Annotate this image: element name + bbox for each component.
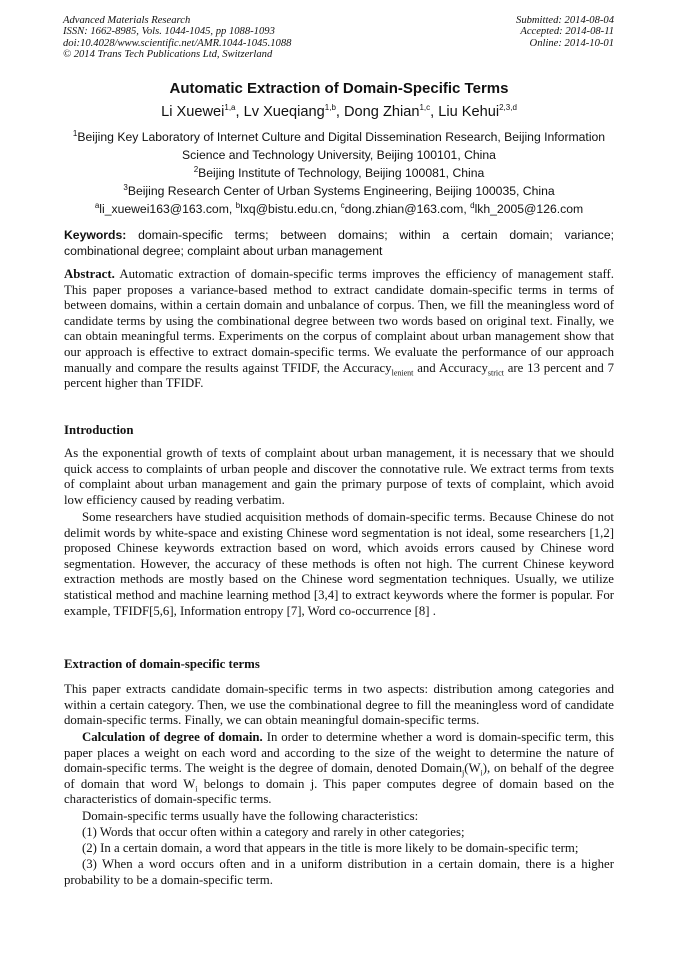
abstract-label: Abstract. [64,267,115,281]
characteristic-item: (3) When a word occurs often and in a uniform distribution in a certain domain, there is a higher probability to be a domain-specific term. [64,857,614,887]
affiliation-text: Beijing Key Laboratory of Internet Culture and Digital Dissemination Research, Beijing Information Science and Technology University, Beijing 100101, China [77,130,606,162]
journal-name: Advanced Materials Research [63,15,191,26]
journal-copyright: © 2014 Trans Tech Publications Ltd, Switzerland [63,49,273,61]
abstract-conclusion: are 13 percent and 7 percent higher than TFIDF. [64,360,615,391]
affiliation-sup: 1 [72,128,78,138]
subscript: i [480,768,483,778]
accuracy-term: Accuracy [438,360,488,375]
paragraph-text: In order to determine whether a word is domain-specific term, this paper places a weight on each word and according to the size of the weight to determine the nature of domain-specific terms. The weight is the degree of domain, denoted Domain [64,730,615,776]
affiliation-sup: 3 [123,182,128,192]
paragraph-text: ), on behalf of the degree of domain that word W [64,761,614,791]
author-name: Liu Kehui [438,104,500,120]
paragraph-text: (W [464,761,481,776]
affiliation-text: Beijing Institute of Technology, Beijing 100081, China [198,166,485,180]
email-sup: d [470,200,475,210]
conjunction: and [417,360,436,375]
extraction-paragraph-2 [64,730,614,808]
submitted-date: Submitted: 2014-08-04 [516,15,614,26]
author-list: Li Xuewei$^{1,a}$, Lv Xueqiang$^{1,b}$, Dong Zhian$^{1,c}$, Liu Kehui$^{2,3,d}$ [161,103,517,120]
subscript: i [195,784,198,794]
subscript: j [461,768,465,778]
journal-info [63,15,291,61]
journal-doi: doi:10.4028/www.scientific.net/AMR.1044-1045.1088 [63,37,292,49]
accepted-date: Accepted: 2014-08-11 [520,26,614,38]
online-date: Online: 2014-10-01 [529,37,614,49]
intro-paragraph-2: Some researchers have studied acquisition methods of domain-specific terms. Because Chinese do not delimit words by white-space and existing Chinese word segmentation is not ideal, some researchers [1,2] proposed Chinese keywords extraction based on word, which avoids errors caused by Chinese word segmentation. However, the accuracy of these methods is often not high. The current Chinese keyword extraction methods are mostly based on the Chinese word segmentation techniques. Usually, we utilize statistical method and machine learning method [3,4] to extract keywords where the former is popular. For example, TFIDF[5,6], Information entropy [7], Word co-occurrence [8] . [64,510,614,618]
email-address[interactable]: lxq@bistu.edu.cn [240,202,334,216]
affiliation-sup: 2 [193,164,199,174]
author-sup: 1,a [224,103,236,113]
email-list: $^a$li_xuewei163@163.com, $^b$lxq@bistu.edu.cn, $^c$dong.zhian@163.com, $^d$lkh_2005@126.com [94,200,584,216]
author-name: Lv Xueqiang [243,104,325,120]
author-sup: 2,3,d [499,103,517,113]
extraction-paragraph-1: This paper extracts candidate domain-specific terms in two aspects: distribution among categories and within a certain category. Then, we use the combinational degree to fill the meaningless word of candidate domain-specific terms. Finally, we can obtain meaningful domain-specific terms. [64,682,614,728]
subsection-title: Calculation of degree of domain. [82,730,263,744]
section-heading-extraction: Extraction of domain-specific terms [64,657,260,671]
author-name: Li Xuewei [161,104,225,120]
affiliation-2 [60,164,618,182]
keywords-text: domain-specific terms; between domains; within a certain domain; variance; combinational degree; complaint about urban management [64,228,614,258]
journal-issn: ISSN: 1662-8985, Vols. 1044-1045, pp 1088-1093 [63,26,275,38]
email-address[interactable]: li_xuewei163@163.com [99,202,229,216]
affiliation-1 [60,128,618,164]
author-sup: 1,b [324,103,336,113]
characteristic-item: (1) Words that occur often within a category and rarely in other categories; [82,825,465,839]
email-address[interactable]: lkh_2005@126.com [474,202,584,216]
characteristics-intro: Domain-specific terms usually have the following characteristics: [82,809,419,823]
email-sup: c [340,200,345,210]
author-sup: 1,c [419,103,431,113]
email-sup: b [235,200,241,210]
affiliation-3 [60,182,618,200]
submission-dates [516,15,614,49]
author-name: Dong Zhian [344,104,420,120]
email-address[interactable]: dong.zhian@163.com [344,202,464,216]
accuracy-subscript: lenient [391,368,414,378]
affiliation-text: Beijing Research Center of Urban Systems Engineering, Beijing 100035, China [127,184,555,198]
accuracy-subscript: strict [487,368,504,378]
email-sup: a [94,200,100,210]
abstract [64,267,614,392]
paragraph-text: belongs to domain j. This paper computes degree of domain based on the characteristics of domain-specific terms. [64,776,615,807]
section-heading-introduction: Introduction [64,423,134,437]
keywords-label: Keywords: [64,228,127,242]
characteristic-item: (2) In a certain domain, a word that appears in the title is more likely to be domain-specific term; [82,841,579,855]
intro-paragraph-1: As the exponential growth of texts of complaint about urban management, it is necessary that we should quick access to complaints of urban people and discover the connotative rule. We extract terms from texts of complaint about urban management and gain the primary purpose of texts of complaint, which avoid low efficiency caused by reading verbatim. [64,446,614,507]
keywords [64,227,614,259]
abstract-text: Automatic extraction of domain-specific terms improves the efficiency of management staff. This paper proposes a variance-based method to extract candidate domain-specific terms in terms of between domains, within a certain domain and unbalance of corpus. Then, we fill the meaningless word of candidate terms by using the combinational degree between two words based on original text. Finally, we can obtain meaningful terms. Experiments on the corpus of complaint about urban management show that our approach is effective to extract domain-specific terms. We evaluate the performance of our approach manually and compare the results against TFIDF, the [64,267,614,375]
paper-title: Automatic Extraction of Domain-Specific Terms [169,80,509,97]
accuracy-term: Accuracy [342,360,392,375]
